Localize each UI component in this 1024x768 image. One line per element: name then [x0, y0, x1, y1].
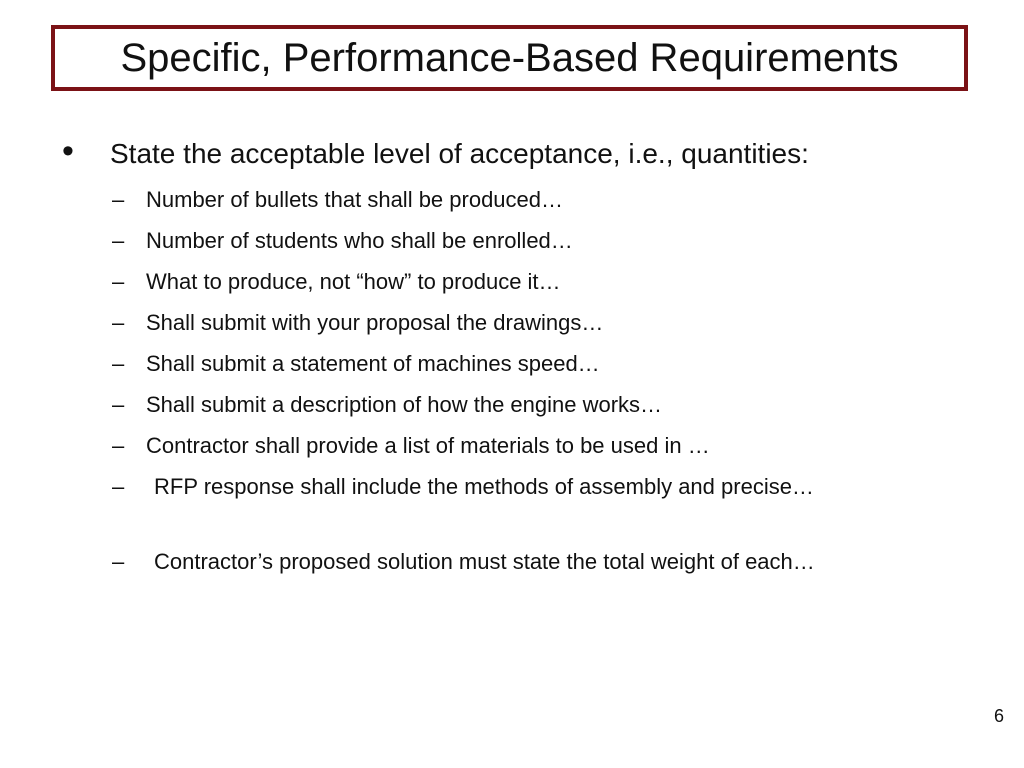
list-item-text: Number of bullets that shall be produced… — [146, 187, 564, 212]
list-item-text: Shall submit with your proposal the drawings… — [146, 310, 604, 335]
dash-icon: – — [112, 269, 125, 294]
dash-icon: – — [112, 433, 125, 458]
list-item — [112, 183, 902, 216]
list-item-text: RFP response shall include the methods of assembly and precise… — [154, 474, 814, 499]
list-item-text: Shall submit a statement of machines speed… — [146, 351, 600, 376]
list-item-text: Contractor’s proposed solution must state the total weight of each… — [154, 549, 815, 574]
list-item — [112, 429, 902, 462]
dash-icon: – — [112, 187, 125, 212]
dash-icon: – — [112, 228, 125, 253]
dash-icon: – — [112, 474, 125, 499]
page-number: 6 — [993, 706, 1004, 726]
list-item-text: What to produce, not “how” to produce it… — [146, 269, 561, 294]
dash-icon: – — [112, 549, 125, 574]
list-item — [112, 545, 902, 578]
list-item — [112, 224, 902, 257]
list-item — [112, 306, 902, 339]
list-item-text: Contractor shall provide a list of materials to be used in … — [146, 433, 710, 458]
list-item — [112, 470, 902, 503]
list-item — [112, 347, 902, 380]
dash-icon: – — [112, 310, 125, 335]
list-item-text: Number of students who shall be enrolled… — [146, 228, 573, 253]
title-box — [51, 25, 968, 91]
dash-icon: – — [112, 392, 125, 417]
main-bullet — [62, 132, 982, 176]
list-item — [112, 388, 902, 421]
slide-title: Specific, Performance-Based Requirements — [120, 36, 899, 80]
list-item-text: Shall submit a description of how the engine works… — [146, 392, 663, 417]
bullet-icon: • — [62, 132, 74, 170]
dash-icon: – — [112, 351, 125, 376]
list-item — [112, 265, 902, 298]
main-bullet-text: State the acceptable level of acceptance, i.e., quantities: — [110, 138, 809, 169]
